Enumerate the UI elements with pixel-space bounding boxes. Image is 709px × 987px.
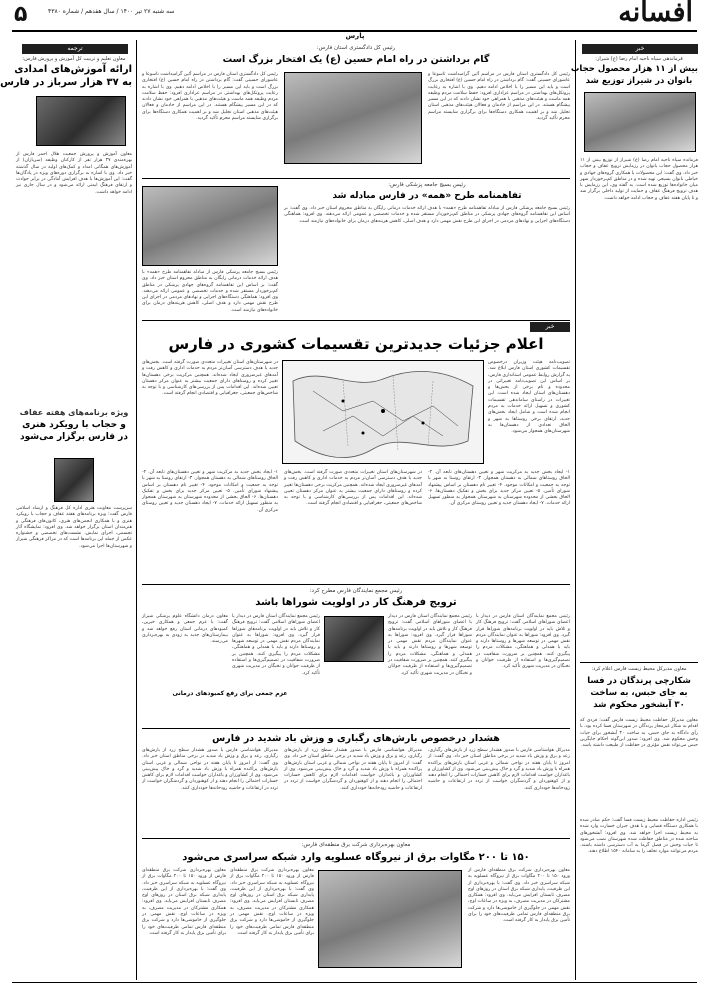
second-center-body: رئیس بسیج جامعه پزشکی فارس از مبادله تفاهمنامه طرح «همه» با هدف ارائه خدمات درمانی رایگان به مناطق محروم استان خبر داد. وی گفت: بر اساس این تفاهمنامه گروه‌های جهادی پزشکی در مناطق کم‌برخوردار مستقر شده و خدمات تخصصی و عمومی ارائه می‌دهند. وی افزود: هماهنگی دستگاه‌های اجرایی و نهادهای مردمی در اجرای این طرح نقش مهمی دارد و هدف اصلی، کاهش هزینه‌های درمان برای خانواده‌های نیازمند است.	[284, 206, 570, 224]
main-story-headline: اعلام جزئیات جدیدترین تقسیمات کشوری در فارس	[168, 335, 544, 353]
bottom-story-body-1: معاون بهره‌برداری شرکت برق منطقه‌ای فارس از ورود ۱۵۰ تا ۲۰۰ مگاوات برق از نیروگاه عسلویه به شبکه سراسری خبر داد. وی گفت: با بهره‌برداری از این ظرفیت، پایداری شبکه برق استان در روزهای اوج مصرف تابستان افزایش می‌یابد. وی افزود: همکاری مشترکان در مدیریت مصرف، به ویژه در ساعات اوج، نقش مهمی در جلوگیری از خاموشی‌ها دارد و شرکت برق منطقه‌ای فارس تمامی ظرفیت‌های خود را برای تأمین برق پایدار به کار گرفته است.	[468, 868, 570, 924]
right-bottom-body: رئیس اداره حفاظت محیط زیست فسا گفت: حکم صادر شده با همکاری دستگاه قضایی و با هدف جبران خسارت وارد شده به محیط زیست اجرا خواهد شد. وی افزود: آبشخورهای ساخته شده در مناطق حفاظت شده شهرستان نصب می‌شود تا حیات وحش در فصل گرما به آب دسترسی داشته باشند. مردم می‌توانند موارد تخلف را به سامانه ۱۵۴۰ اطلاع دهند.	[580, 818, 698, 855]
top-center-headline: گام برداشتن در راه امام حسین (ع) یک افتخار بزرگ است	[222, 54, 490, 65]
left-headline-1: ارائه آموزش‌های امدادی	[14, 64, 132, 75]
middle-story-body-2: رئیس مجمع نمایندگان استان فارس در دیدار با اعضای شوراهای اسلامی گفت: ترویج فرهنگ کار و تلاش باید در اولویت برنامه‌های شوراها قرار گیرد. وی افزود: شوراها به عنوان نمایندگان مردم نقش مهمی در توسعه شهرها و روستاها دارند و باید با همدلی و هماهنگی، مشکلات مردم را پیگیری کنند. همچنین بر ضرورت شفافیت در تصمیم‌گیری‌ها و استفاده از ظرفیت جوانان و نخبگان در مدیریت شهری تأکید کرد.	[388, 614, 472, 676]
left-headline-1b: به ۳۷ هزار سرباز در فارس	[0, 77, 132, 88]
right-body-1: فرمانده سپاه ناحیه امام رضا (ع) شیراز از توزیع بیش از ۱۱ هزار محصول حجاب بانوان در رزمایش ترویج عفاف و حجاب خبر داد. وی گفت: این محصولات با همکاری گروه‌های جهادی و خیاطی بانوان بسیجی تهیه شده و در مناطق کم‌برخوردار شهر میان خانواده‌ها توزیع شده است. به گفته وی، این رزمایش با هدف ترویج فرهنگ عفاف و حمایت از تولید داخلی برگزار شد و تا پایان هفته عفاف و حجاب ادامه خواهد داشت.	[580, 158, 698, 201]
bottom-story-rule	[142, 838, 570, 839]
weather-story-body-1: مدیرکل هواشناسی فارس با صدور هشدار سطح زرد از بارش‌های رگباری، رعد و برق و وزش باد شدید در برخی مناطق استان خبر داد. وی گفت: از امروز تا پایان هفته در نواحی شمالی و غربی استان بارش‌های پراکنده همراه با وزش باد شدید و گرد و خاک پیش‌بینی می‌شود. وی از کشاورزان و باغداران خواست اقدامات لازم برای کاهش خسارات احتمالی را انجام دهند و از کوهنوردان و گردشگران خواست از تردد در ارتفاعات و حاشیه رودخانه‌ها خودداری کنند.	[428, 748, 570, 791]
top-center-photo	[284, 72, 422, 164]
middle-story-headline: ترویج فرهنگ کار در اولویت شوراها باشد	[255, 597, 457, 608]
bottom-story-kicker: معاون بهره‌برداری شرکت برق منطقه‌ای فارس:	[301, 842, 411, 848]
weather-story-body-2: مدیرکل هواشناسی فارس با صدور هشدار سطح زرد از بارش‌های رگباری، رعد و برق و وزش باد شدید در برخی مناطق استان خبر داد. وی گفت: از امروز تا پایان هفته در نواحی شمالی و غربی استان بارش‌های پراکنده همراه با وزش باد شدید و گرد و خاک پیش‌بینی می‌شود. وی از کشاورزان و باغداران خواست اقدامات لازم برای کاهش خسارات احتمالی را انجام دهند و از کوهنوردان و گردشگران خواست از تردد در ارتفاعات و حاشیه رودخانه‌ها خودداری کنند.	[284, 748, 422, 791]
bottom-story-body-2: معاون بهره‌برداری شرکت برق منطقه‌ای فارس از ورود ۱۵۰ تا ۲۰۰ مگاوات برق از نیروگاه عسلویه به شبکه سراسری خبر داد. وی گفت: با بهره‌برداری از این ظرفیت، پایداری شبکه برق استان در روزهای اوج مصرف تابستان افزایش می‌یابد. وی افزود: همکاری مشترکان در مدیریت مصرف، به ویژه در ساعات اوج، نقش مهمی در جلوگیری از خاموشی‌ها دارد و شرکت برق منطقه‌ای فارس تمامی ظرفیت‌های خود را برای تأمین برق پایدار به کار گرفته است.	[230, 868, 314, 936]
right-column-tag: خبر	[582, 44, 698, 54]
right-headline-1: بیش از ۱۱ هزار محصول حجاب	[570, 64, 698, 74]
middle-story-body-1: رئیس مجمع نمایندگان استان فارس در دیدار با اعضای شوراهای اسلامی گفت: ترویج فرهنگ کار و تلاش باید در اولویت برنامه‌های شوراها قرار گیرد. وی افزود: شوراها به عنوان نمایندگان مردم نقش مهمی در توسعه شهرها و روستاها دارند و باید با همدلی و هماهنگی، مشکلات مردم را پیگیری کنند. همچنین بر ضرورت شفافیت در تصمیم‌گیری‌ها و استفاده از ظرفیت جوانان و نخبگان در مدیریت شهری تأکید کرد.	[476, 614, 570, 670]
main-story-body-left: در شهرستان‌های استان تغییرات متعددی صورت گرفته است. بخش‌های جدید با هدف دسترسی آسان‌تر مردم به خدمات اداری و کاهش رفت و آمدهای غیرضروری ایجاد شده‌اند. همچنین مرکزیت برخی دهستان‌ها تغییر کرده و روستاهای دارای جمعیت بیشتر به عنوان مرکز دهستان تعیین شده‌اند. این اقدامات پس از بررسی‌های کارشناسی و با توجه به شاخص‌های جمعیتی، جغرافیایی و اقتصادی انجام گرفته است.	[142, 360, 278, 397]
main-story-body-bottom-3: ۱- ایجاد بخش جدید به مرکزیت شهر و تعیین دهستان‌های تابعه آن. ۲- الحاق روستاهای شمالی به دهستان همجوار. ۳- ارتقای روستا به شهر با توجه به جمعیت و امکانات موجود. ۴- تغییر نام دهستان بر اساس پیشنهاد شورای تأمین. ۵- تعیین مرکز جدید برای بخش و تفکیک دهستان‌ها. ۶- الحاق بخشی از محدوده شهرستان به شهرستان همجوار به منظور تسهیل ارائه خدمات. ۷- ایجاد دهستان جدید و تعیین روستای مرکزی آن.	[142, 470, 279, 513]
main-story-rule	[142, 320, 570, 321]
weather-story-headline: هشدار درخصوص بارش‌های رگباری و وزش باد شدید در فارس	[212, 733, 500, 744]
left-column-tag: ترجمه	[22, 44, 128, 54]
right-headline-1b: بانوان در شیراز توزیع شد	[585, 76, 693, 86]
left-divider	[136, 40, 137, 980]
main-story-tag: خبر	[530, 322, 570, 332]
map-svg	[283, 361, 483, 463]
right-section-rule	[580, 662, 698, 663]
right-body-2: معاون مدیرکل حفاظت محیط زیست فارس گفت: فردی که اقدام به شکار غیرمجاز پرندگان در شهرستان فسا کرده بود، با رأی دادگاه به جای حبس، به ساخت ۳۰ آبشخور برای حیات وحش محکوم شد. وی افزود: صدور این‌گونه احکام جایگزین حبس می‌تواند نقش مؤثری در حفاظت از طبیعت داشته باشد.	[580, 718, 698, 749]
middle-story-subhead: عزم جمعی برای رفع کمبودهای درمانی	[172, 690, 288, 697]
right-headline-2b: به جای حبس، به ساخت	[590, 688, 688, 698]
middle-story-kicker: رئیس مجمع نمایندگان فارس مطرح کرد:	[309, 588, 403, 594]
top-center-body-right: رئیس کل دادگستری استان فارس در مراسم آئین گرامیداشت تاسوعا و عاشورای حسینی گفت: گام برداشتن در راه امام حسین (ع) افتخاری بزرگ است و باید این مسیر را با اخلاص ادامه دهیم. وی با اشاره به رعایت پروتکل‌های بهداشتی در مراسم عزاداری افزود: حفظ سلامت مردم وظیفه همه ماست و هیئت‌های مذهبی با همراهی خود نشان دادند که در این مسیر پیشگام هستند. در این مراسم از خادمان و فعالان هیئت‌های مذهبی استان تجلیل شد و بر اهمیت همکاری دستگاه‌ها برای برگزاری شایسته مراسم محرم تأکید گردید.	[428, 72, 570, 122]
left-headline-2b: در فارس برگزار می‌شود	[20, 432, 128, 442]
date-line: سه شنبه ۲۷ تیر ۱۴۰۰ / سال هفدهم / شماره ۴۳۸۰	[48, 8, 175, 15]
right-kicker-1: فرماندهی سپاه ناحیه امام رضا (ع) شیراز:	[595, 56, 683, 62]
right-kicker-2: معاون مدیرکل محیط زیست فارس اعلام کرد:	[591, 666, 687, 672]
page-logo: افسانه	[618, 0, 693, 28]
left-kicker-1: معاون تعلیم و تربیت کل آموزش و پرورش فارس:	[22, 56, 126, 62]
top-center-rule	[142, 178, 570, 179]
main-story-map	[282, 360, 484, 464]
page-bottom-rule	[12, 982, 697, 983]
middle-story-body-3: رئیس مجمع نمایندگان استان فارس در دیدار با اعضای شوراهای اسلامی گفت: ترویج فرهنگ کار و تلاش باید در اولویت برنامه‌های شوراها قرار گیرد. وی افزود: شوراها به عنوان نمایندگان مردم نقش مهمی در توسعه شهرها و روستاها دارند و باید با همدلی و هماهنگی، مشکلات مردم را پیگیری کنند. همچنین بر ضرورت شفافیت در تصمیم‌گیری‌ها و استفاده از ظرفیت جوانان و نخبگان در مدیریت شهری تأکید کرد.	[232, 614, 320, 676]
second-center-kicker: رئیس بسیج جامعه پزشکی فارس:	[388, 182, 466, 188]
section-label: پارس	[345, 32, 365, 40]
left-body-2: سرپرست معاونت هنری اداره کل فرهنگ و ارشاد اسلامی فارس گفت: ویژه برنامه‌های هفته عفاف و حجاب با رویکرد هنری و با همکاری انجمن‌های هنری، کانون‌های فرهنگی و هنرمندان استان برگزار خواهد شد. وی افزود: نمایشگاه آثار تجسمی، اجرای نمایش، نشست‌های تخصصی و جشنواره عکس از جمله این برنامه‌ها است که در مراکز فرهنگی شیراز و شهرستان‌ها اجرا می‌شود.	[16, 506, 132, 549]
left-kicker-2: ویژه برنامه‌های هفته عفاف	[19, 408, 129, 417]
middle-story-rule	[142, 584, 570, 585]
bottom-story-body-3: معاون بهره‌برداری شرکت برق منطقه‌ای فارس از ورود ۱۵۰ تا ۲۰۰ مگاوات برق از نیروگاه عسلویه به شبکه سراسری خبر داد. وی گفت: با بهره‌برداری از این ظرفیت، پایداری شبکه برق استان در روزهای اوج مصرف تابستان افزایش می‌یابد. وی افزود: همکاری مشترکان در مدیریت مصرف، به ویژه در ساعات اوج، نقش مهمی در جلوگیری از خاموشی‌ها دارد و شرکت برق منطقه‌ای فارس تمامی ظرفیت‌های خود را برای تأمین برق پایدار به کار گرفته است.	[142, 868, 226, 936]
left-photo-1	[36, 96, 126, 146]
middle-story-subbody: معاون درمان دانشگاه علوم پزشکی شیراز گفت: با عزم جمعی و همکاری خیرین، کمبودهای درمانی استان رفع خواهد شد و بیمارستان‌های جدید به زودی به بهره‌برداری می‌رسند.	[142, 614, 228, 645]
main-story-body-bottom-2: در شهرستان‌های استان تغییرات متعددی صورت گرفته است. بخش‌های جدید با هدف دسترسی آسان‌تر مردم به خدمات اداری و کاهش رفت و آمدهای غیرضروری ایجاد شده‌اند. همچنین مرکزیت برخی دهستان‌ها تغییر کرده و روستاهای دارای جمعیت بیشتر به عنوان مرکز دهستان تعیین شده‌اند. این اقدامات پس از بررسی‌های کارشناسی و با توجه به شاخص‌های جمعیتی، جغرافیایی و اقتصادی انجام گرفته است.	[284, 470, 422, 507]
top-center-body-left: رئیس کل دادگستری استان فارس در مراسم آئین گرامیداشت تاسوعا و عاشورای حسینی گفت: گام برداشتن در راه امام حسین (ع) افتخاری بزرگ است و باید این مسیر را با اخلاص ادامه دهیم. وی با اشاره به رعایت پروتکل‌های بهداشتی در مراسم عزاداری افزود: حفظ سلامت مردم وظیفه همه ماست و هیئت‌های مذهبی با همراهی خود نشان دادند که در این مسیر پیشگام هستند. در این مراسم از خادمان و فعالان هیئت‌های مذهبی استان تجلیل شد و بر اهمیت همکاری دستگاه‌ها برای برگزاری شایسته مراسم محرم تأکید گردید.	[142, 72, 278, 122]
left-body-1: معاون آموزش و پرورش جمعیت هلال احمر فارس از بهره‌مندی ۳۷ هزار نفر از کارکنان وظیفه (سربازان) از آموزش‌های همگانی امداد و کمک‌های اولیه در سال گذشته خبر داد. وی با اشاره به برگزاری دوره‌های ویژه در پادگان‌ها گفت: این آموزش‌ها با هدف افزایش آمادگی در برابر حوادث و ارتقای فرهنگ ایمنی ارائه می‌شود و در سال جاری نیز ادامه خواهد داشت.	[16, 152, 132, 195]
right-divider	[575, 40, 576, 980]
masthead	[0, 0, 709, 30]
second-center-headline: تفاهمنامه طرح «همه» در فارس مبادله شد	[332, 191, 522, 201]
right-headline-2: شکارچی پرندگان در فسا	[587, 676, 691, 686]
top-center-kicker: رئیس کل دادگستری استان فارس:	[316, 45, 396, 51]
middle-story-photo	[324, 616, 384, 662]
left-photo-2	[54, 458, 94, 502]
weather-story-body-3: مدیرکل هواشناسی فارس با صدور هشدار سطح زرد از بارش‌های رگباری، رعد و برق و وزش باد شدید در برخی مناطق استان خبر داد. وی گفت: از امروز تا پایان هفته در نواحی شمالی و غربی استان بارش‌های پراکنده همراه با وزش باد شدید و گرد و خاک پیش‌بینی می‌شود. وی از کشاورزان و باغداران خواست اقدامات لازم برای کاهش خسارات احتمالی را انجام دهند و از کوهنوردان و گردشگران خواست از تردد در ارتفاعات و حاشیه رودخانه‌ها خودداری کنند.	[142, 748, 278, 791]
right-headline-2c: ۳۰ آبشخور محکوم شد	[593, 700, 685, 710]
second-center-caption: رئیس بسیج جامعه پزشکی فارس از مبادله تفاهمنامه طرح «همه» با هدف ارائه خدمات درمانی رایگان به مناطق محروم استان خبر داد. وی گفت: بر اساس این تفاهمنامه گروه‌های جهادی پزشکی در مناطق کم‌برخوردار مستقر شده و خدمات تخصصی و عمومی ارائه می‌دهند. وی افزود: هماهنگی دستگاه‌های اجرایی و نهادهای مردمی در اجرای این طرح نقش مهمی دارد و هدف اصلی، کاهش هزینه‌های درمان برای خانواده‌های نیازمند است.	[142, 270, 278, 313]
weather-story-rule	[142, 728, 570, 729]
page-number: ۵	[14, 2, 28, 27]
bottom-story-headline: ۱۵۰ تا ۲۰۰ مگاوات برق از نیروگاه عسلویه وارد شبکه سراسری می‌شود	[182, 852, 530, 863]
bottom-story-photo	[318, 870, 462, 968]
left-headline-2: و حجاب با رویکرد هنری	[22, 420, 126, 430]
main-story-body-right: تصویب‌نامه هیئت وزیران درخصوص تقسیمات کشوری استان فارس ابلاغ شد. به گزارش روابط عمومی استانداری فارس، بر اساس این تصویب‌نامه تغییراتی در محدوده و نام برخی از بخش‌ها و دهستان‌های استان ایجاد شده است. این تغییرات در راستای ساماندهی تقسیمات کشوری و تسهیل ارائه خدمات به مردم انجام شده است و شامل ایجاد بخش‌های جدید، ارتقای برخی روستاها به شهر و الحاق تعدادی از دهستان‌ها به شهرستان‌های همجوار می‌شود.	[488, 360, 570, 435]
right-photo-1	[584, 92, 696, 152]
main-story-body-bottom-1: ۱- ایجاد بخش جدید به مرکزیت شهر و تعیین دهستان‌های تابعه آن. ۲- الحاق روستاهای شمالی به دهستان همجوار. ۳- ارتقای روستا به شهر با توجه به جمعیت و امکانات موجود. ۴- تغییر نام دهستان بر اساس پیشنهاد شورای تأمین. ۵- تعیین مرکز جدید برای بخش و تفکیک دهستان‌ها. ۶- الحاق بخشی از محدوده شهرستان به شهرستان همجوار به منظور تسهیل ارائه خدمات. ۷- ایجاد دهستان جدید و تعیین روستای مرکزی آن.	[428, 470, 571, 507]
second-center-photo	[142, 186, 278, 266]
